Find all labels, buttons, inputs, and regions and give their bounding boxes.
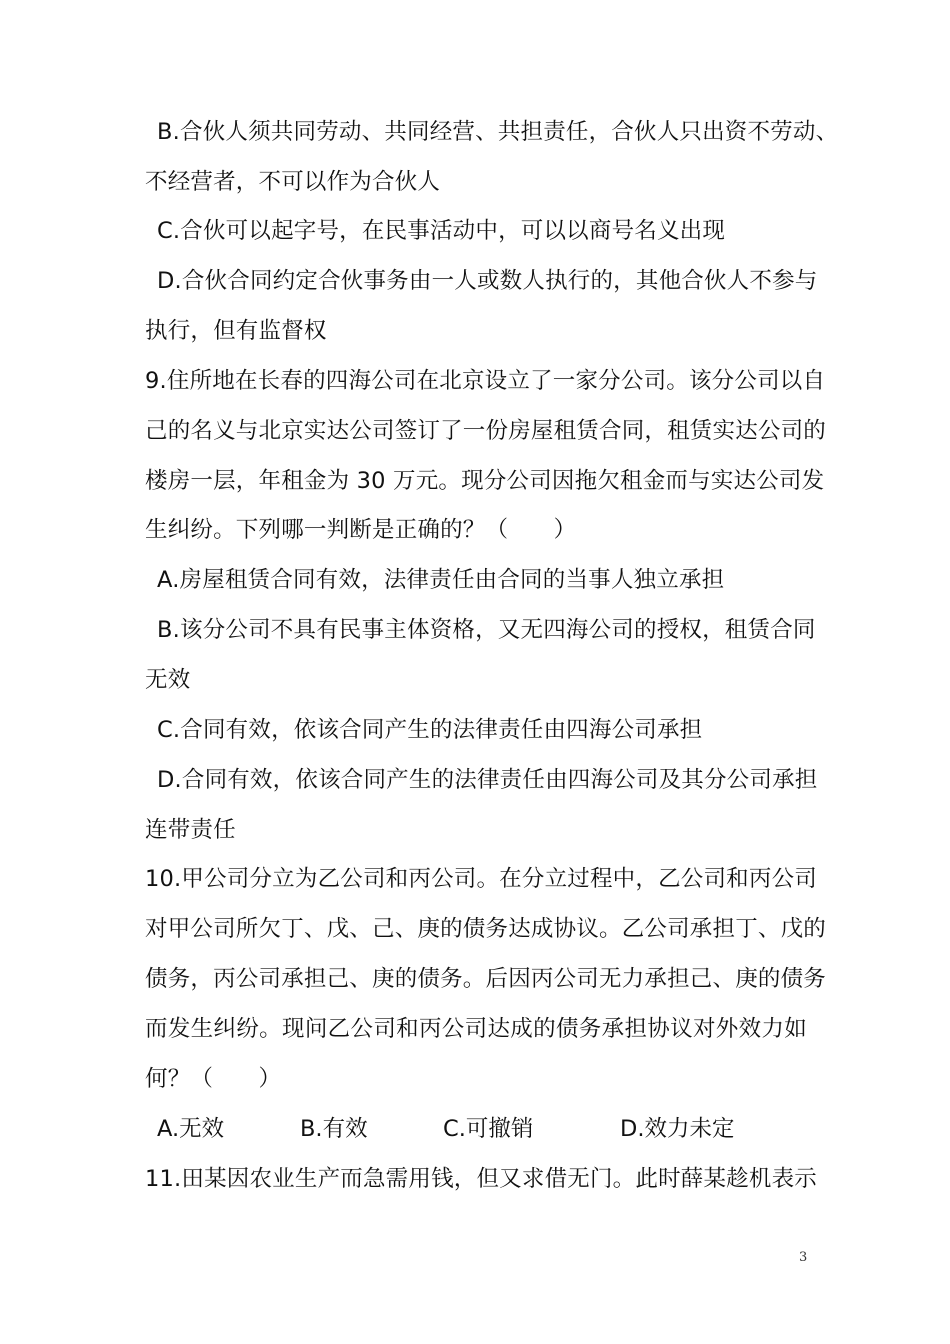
- question-10-line: 债务，丙公司承担己、庚的债务。后因丙公司无力承担己、庚的债务: [145, 966, 827, 992]
- question-9-line: 生纠纷。下列哪一判断是正确的？（ ）: [145, 517, 577, 543]
- question-9-line: 楼房一层，年租金为 30 万元。现分公司因拖欠租金而与实达公司发: [145, 468, 825, 494]
- option-line: A.房屋租赁合同有效，法律责任由合同的当事人独立承担: [157, 567, 725, 593]
- question-9-line: 9.住所地在长春的四海公司在北京设立了一家分公司。该分公司以自: [145, 368, 826, 394]
- page-number: 3: [799, 1250, 808, 1265]
- option-line: D.合同有效，依该合同产生的法律责任由四海公司及其分公司承担: [157, 767, 818, 793]
- question-9-line: 己的名义与北京实达公司签订了一份房屋租赁合同，租赁实达公司的: [145, 418, 827, 444]
- q10-option-d: D.效力未定: [620, 1116, 735, 1142]
- q10-option-a: A.无效: [157, 1116, 225, 1142]
- text-line: C.合伙可以起字号，在民事活动中，可以以商号名义出现: [157, 218, 726, 244]
- text-line: 执行，但有监督权: [145, 318, 327, 344]
- option-line: C.合同有效，依该合同产生的法律责任由四海公司承担: [157, 717, 703, 743]
- option-line: 无效: [145, 667, 191, 693]
- option-line: 连带责任: [145, 817, 236, 843]
- question-10-line: 对甲公司所欠丁、戊、己、庚的债务达成协议。乙公司承担丁、戊的: [145, 916, 827, 942]
- text-line: D.合伙合同约定合伙事务由一人或数人执行的，其他合伙人不参与: [157, 268, 818, 294]
- question-11-line: 11.田某因农业生产而急需用钱，但又求借无门。此时薛某趁机表示: [145, 1166, 817, 1192]
- question-10-line: 何？（ ）: [145, 1066, 282, 1092]
- q10-option-b: B.有效: [300, 1116, 368, 1142]
- text-line: B.合伙人须共同劳动、共同经营、共担责任，合伙人只出资不劳动、: [157, 119, 839, 145]
- q10-option-c: C.可撤销: [443, 1116, 534, 1142]
- question-10-line: 10.甲公司分立为乙公司和丙公司。在分立过程中，乙公司和丙公司: [145, 866, 817, 892]
- text-line: 不经营者，不可以作为合伙人: [145, 169, 441, 195]
- question-10-line: 而发生纠纷。现问乙公司和丙公司达成的债务承担协议对外效力如: [145, 1016, 807, 1042]
- option-line: B.该分公司不具有民事主体资格，又无四海公司的授权，租赁合同: [157, 617, 816, 643]
